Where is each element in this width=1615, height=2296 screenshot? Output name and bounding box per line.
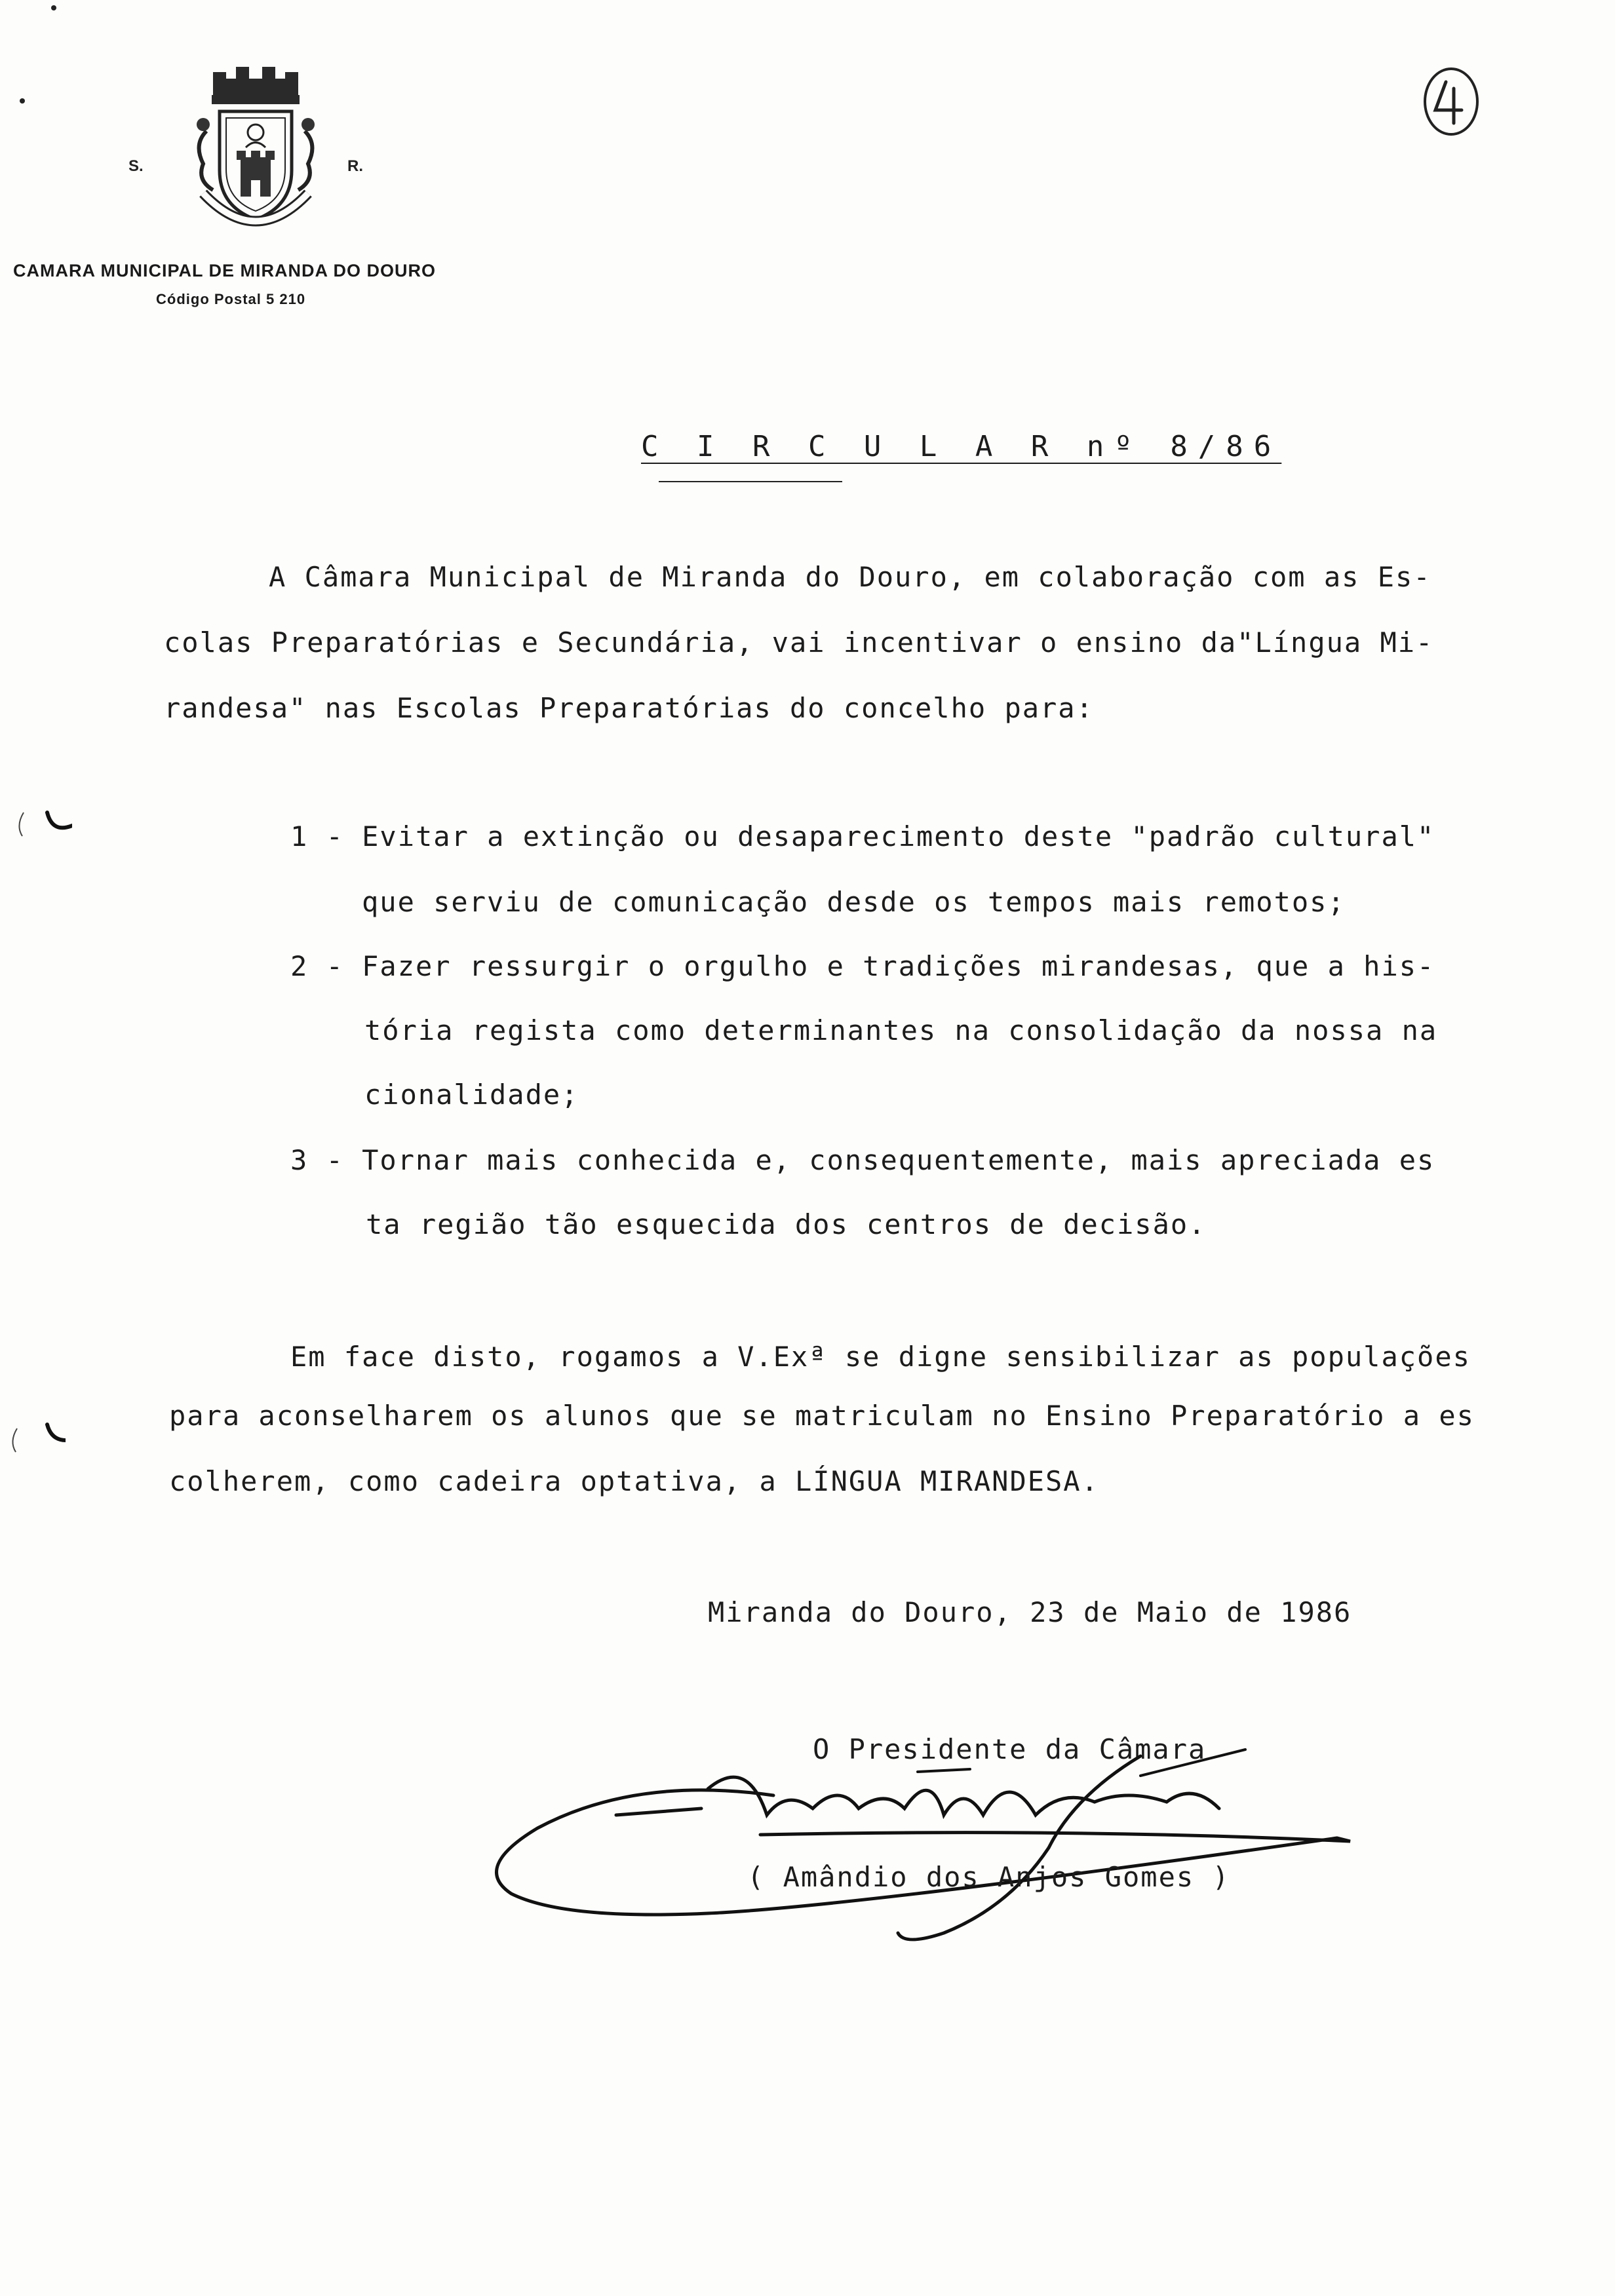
title-underline — [659, 481, 842, 482]
list-item-3-line: 3 - Tornar mais conhecida e, consequentemente, mais apreciada es — [290, 1144, 1435, 1176]
list-item-2-line: 2 - Fazer ressurgir o orgulho e tradições mirandesas, que a his- — [290, 950, 1435, 982]
margin-hole-mark — [13, 799, 72, 845]
request-line: Em face disto, rogamos a V.Exª se digne sensibilizar as populações — [290, 1341, 1471, 1373]
postal-code: Código Postal 5 210 — [156, 291, 306, 307]
place-date: Miranda do Douro, 23 de Maio de 1986 — [708, 1596, 1352, 1628]
institution-name: CAMARA MUNICIPAL DE MIRANDA DO DOURO — [13, 261, 436, 280]
handwritten-page-number — [1421, 66, 1481, 138]
list-item-2-line: cionalidade; — [364, 1079, 579, 1111]
scan-speck — [51, 5, 56, 10]
scan-speck — [20, 98, 25, 104]
list-item-1-line: que serviu de comunicação desde os tempos mais remotos; — [362, 886, 1346, 918]
signatory-name: ( Amândio dos Anjos Gomes ) — [747, 1861, 1230, 1893]
intro-line: A Câmara Municipal de Miranda do Douro, em colaboração com as Es- — [269, 561, 1431, 593]
list-item-3-line: ta região tão esquecida dos centros de decisão. — [366, 1208, 1207, 1240]
document-title: C I R C U L A R nº 8/86 — [641, 430, 1282, 463]
request-line: colherem, como cadeira optativa, a LÍNGUA MIRANDESA. — [169, 1465, 1099, 1497]
intro-line: colas Preparatórias e Secundária, vai incentivar o ensino da"Língua Mi- — [164, 626, 1434, 659]
intro-line: randesa" nas Escolas Preparatórias do concelho para: — [164, 692, 1094, 724]
margin-hole-mark — [7, 1415, 66, 1461]
list-item-2-line: tória regista como determinantes na consolidação da nossa na — [364, 1014, 1438, 1046]
crest-side-letter-left: S. — [128, 157, 144, 175]
municipal-crest-logo — [167, 59, 344, 249]
handwritten-signature — [485, 1717, 1376, 1953]
list-item-1-line: 1 - Evitar a extinção ou desaparecimento deste "padrão cultural" — [290, 820, 1435, 852]
request-line: para aconselharem os alunos que se matriculam no Ensino Preparatório a es — [169, 1400, 1475, 1432]
signatory-title: O Presidente da Câmara — [813, 1733, 1207, 1765]
crest-side-letter-right: R. — [347, 157, 363, 175]
